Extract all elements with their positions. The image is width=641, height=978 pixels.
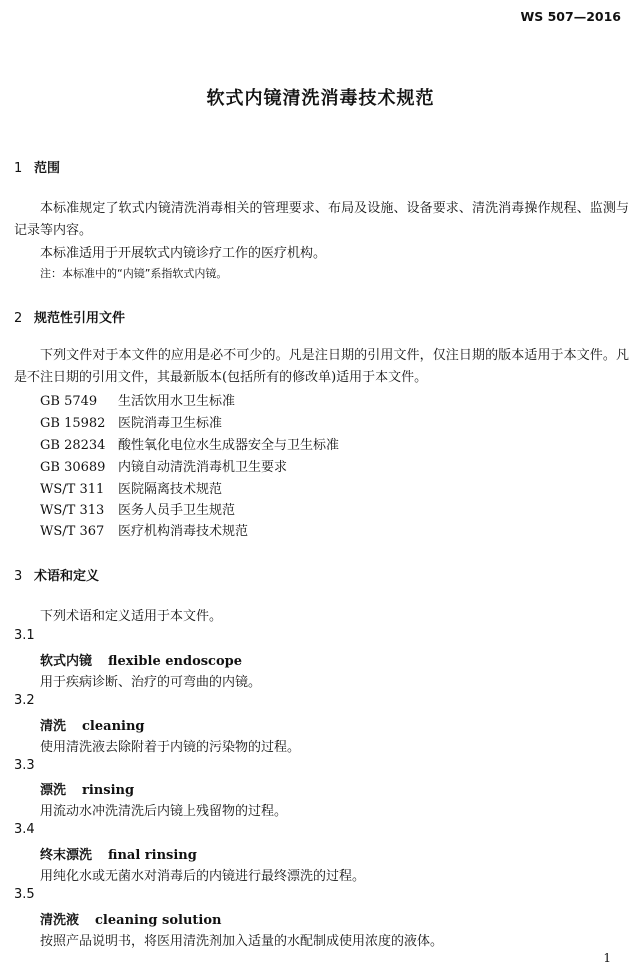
term-number: 3.5 bbox=[14, 887, 35, 902]
reference-code: GB 5749 bbox=[40, 394, 98, 409]
term-english: final rinsing bbox=[108, 848, 197, 863]
section-title: 术语和定义 bbox=[34, 569, 100, 584]
term-name bbox=[40, 844, 197, 863]
page-number: 1 bbox=[603, 951, 611, 965]
section-1-heading bbox=[14, 157, 60, 176]
reference-title: 医疗机构消毒技术规范 bbox=[118, 524, 249, 539]
reference-code: GB 30689 bbox=[40, 460, 106, 475]
term-chinese: 清洗液 bbox=[40, 913, 80, 928]
paragraph: 本标准规定了软式内镜清洗消毒相关的管理要求、布局及设施、设备要求、清洗消毒操作规程、监测与记录等内容。 bbox=[14, 201, 629, 238]
document-title: 软式内镜清洗消毒技术规范 bbox=[206, 88, 435, 109]
reference-item bbox=[40, 412, 222, 431]
term-number: 3.1 bbox=[14, 628, 35, 643]
reference-title: 酸性氧化电位水生成器安全与卫生标准 bbox=[118, 438, 340, 453]
reference-code: WS/T 367 bbox=[40, 524, 105, 539]
term-name bbox=[40, 909, 221, 928]
section-2-heading bbox=[14, 307, 125, 326]
section-2-intro-paragraph bbox=[14, 345, 629, 389]
reference-item bbox=[40, 478, 222, 497]
section-1-applicability: 本标准适用于开展软式内镜诊疗工作的医疗机构。 bbox=[40, 246, 327, 261]
reference-item bbox=[40, 434, 339, 453]
reference-item bbox=[40, 456, 287, 475]
term-definition: 使用清洗液去除附着于内镜的污染物的过程。 bbox=[40, 740, 301, 755]
term-chinese: 清洗 bbox=[40, 719, 67, 734]
term-chinese: 漂洗 bbox=[40, 783, 67, 798]
term-name bbox=[40, 715, 145, 734]
term-definition: 按照产品说明书，将医用清洗剂加入适量的水配制成使用浓度的液体。 bbox=[40, 934, 444, 949]
term-english: flexible endoscope bbox=[108, 654, 243, 669]
term-name bbox=[40, 650, 242, 669]
reference-code: GB 28234 bbox=[40, 438, 106, 453]
reference-item bbox=[40, 520, 248, 539]
term-definition: 用于疾病诊断、治疗的可弯曲的内镜。 bbox=[40, 675, 262, 690]
reference-item bbox=[40, 499, 235, 518]
term-definition: 用流动水冲洗清洗后内镜上残留物的过程。 bbox=[40, 804, 288, 819]
term-number: 3.2 bbox=[14, 693, 35, 708]
section-title: 范围 bbox=[34, 161, 61, 176]
section-3-intro: 下列术语和定义适用于本文件。 bbox=[40, 609, 223, 624]
term-number: 3.3 bbox=[14, 758, 35, 773]
term-english: rinsing bbox=[82, 783, 135, 798]
reference-item bbox=[40, 390, 235, 409]
term-name bbox=[40, 779, 134, 798]
reference-code: WS/T 313 bbox=[40, 503, 105, 518]
section-number: 1 bbox=[14, 161, 23, 176]
reference-code: GB 15982 bbox=[40, 416, 106, 431]
term-number: 3.4 bbox=[14, 822, 35, 837]
section-title: 规范性引用文件 bbox=[34, 311, 126, 326]
section-1-note: 注：本标准中的“内镜”系指软式内镜。 bbox=[40, 267, 228, 280]
term-english: cleaning solution bbox=[95, 913, 222, 928]
reference-code: WS/T 311 bbox=[40, 482, 105, 497]
section-3-heading bbox=[14, 565, 99, 584]
term-chinese: 软式内镜 bbox=[40, 654, 93, 669]
reference-title: 医务人员手卫生规范 bbox=[118, 503, 236, 518]
reference-title: 内镜自动清洗消毒机卫生要求 bbox=[118, 460, 288, 475]
term-chinese: 终末漂洗 bbox=[40, 848, 93, 863]
paragraph: 下列文件对于本文件的应用是必不可少的。凡是注日期的引用文件，仅注日期的版本适用于本文件。凡是不注日期的引用文件，其最新版本(包括所有的修改单)适用于本文件。 bbox=[14, 348, 629, 385]
standard-code: WS 507—2016 bbox=[520, 9, 621, 24]
reference-title: 医院消毒卫生标准 bbox=[118, 416, 223, 431]
reference-title: 医院隔离技术规范 bbox=[118, 482, 223, 497]
term-definition: 用纯化水或无菌水对消毒后的内镜进行最终漂洗的过程。 bbox=[40, 869, 366, 884]
section-1-scope-paragraph bbox=[14, 198, 629, 242]
term-english: cleaning bbox=[82, 719, 145, 734]
section-number: 2 bbox=[14, 311, 23, 326]
section-number: 3 bbox=[14, 569, 23, 584]
reference-title: 生活饮用水卫生标准 bbox=[118, 394, 236, 409]
